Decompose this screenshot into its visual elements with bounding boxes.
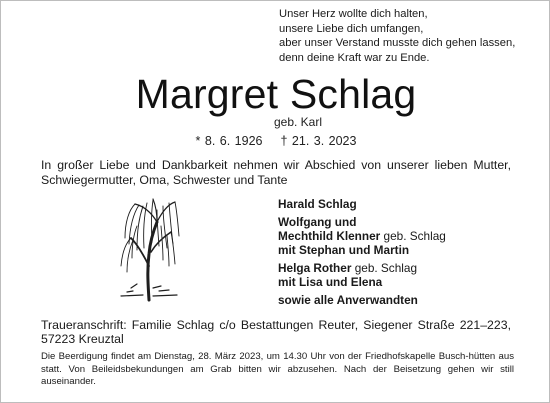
maiden-name-line [1, 115, 550, 129]
mourners-list [278, 197, 446, 307]
mourner-line: sowie alle Anverwandten [278, 293, 418, 307]
mourner-line [278, 261, 446, 275]
poem-line: aber unser Verstand musste dich gehen lassen, [279, 37, 516, 50]
deceased-name: Margret Schlag [135, 71, 417, 117]
mourner-line: Harald Schlag [278, 197, 357, 211]
maiden-name: geb. Karl [273, 115, 323, 129]
mourner-nee: geb. Schlag [380, 229, 446, 243]
farewell-text: In großer Liebe und Dankbarkeit nehmen wir Abschied von unserer lieben Mutter, Schwiegermutter, Oma, Schwester und Tante [41, 158, 511, 187]
poem [279, 7, 515, 65]
funeral-details: Die Beerdigung findet am Dienstag, 28. März 2023, um 14.30 Uhr von der Friedhofskapelle Busch-hütten aus statt. Von Beileidsbekundungen am Grab bitten wir abzusehen. Nach der Beisetzung gehen wir still auseinander. [41, 351, 514, 388]
condolence-address: Traueranschrift: Familie Schlag c/o Bestattungen Reuter, Siegener Straße 221–223, 57223 Kreuztal [41, 318, 511, 346]
mourner-name: Mechthild Klenner [278, 229, 381, 243]
poem-line: unsere Liebe dich umfangen, [279, 22, 424, 35]
death-date: † 21. 3. 2023 [280, 134, 357, 148]
mourner-name: Helga Rother [278, 261, 352, 275]
weeping-willow-icon [113, 196, 183, 306]
weeping-willow-drawing [113, 196, 183, 306]
poem-line: Unser Herz wollte dich halten, [279, 8, 428, 20]
birth-date: * 8. 6. 1926 [195, 134, 263, 148]
mourner-line: mit Stephan und Martin [278, 243, 410, 257]
mourner-nee: geb. Schlag [351, 261, 418, 275]
mourner-line [278, 229, 446, 243]
mourner-line: mit Lisa und Elena [278, 275, 383, 289]
life-dates [1, 134, 550, 149]
poem-line: denn deine Kraft war zu Ende. [279, 51, 430, 64]
mourner-line: Wolfgang und [278, 215, 357, 229]
